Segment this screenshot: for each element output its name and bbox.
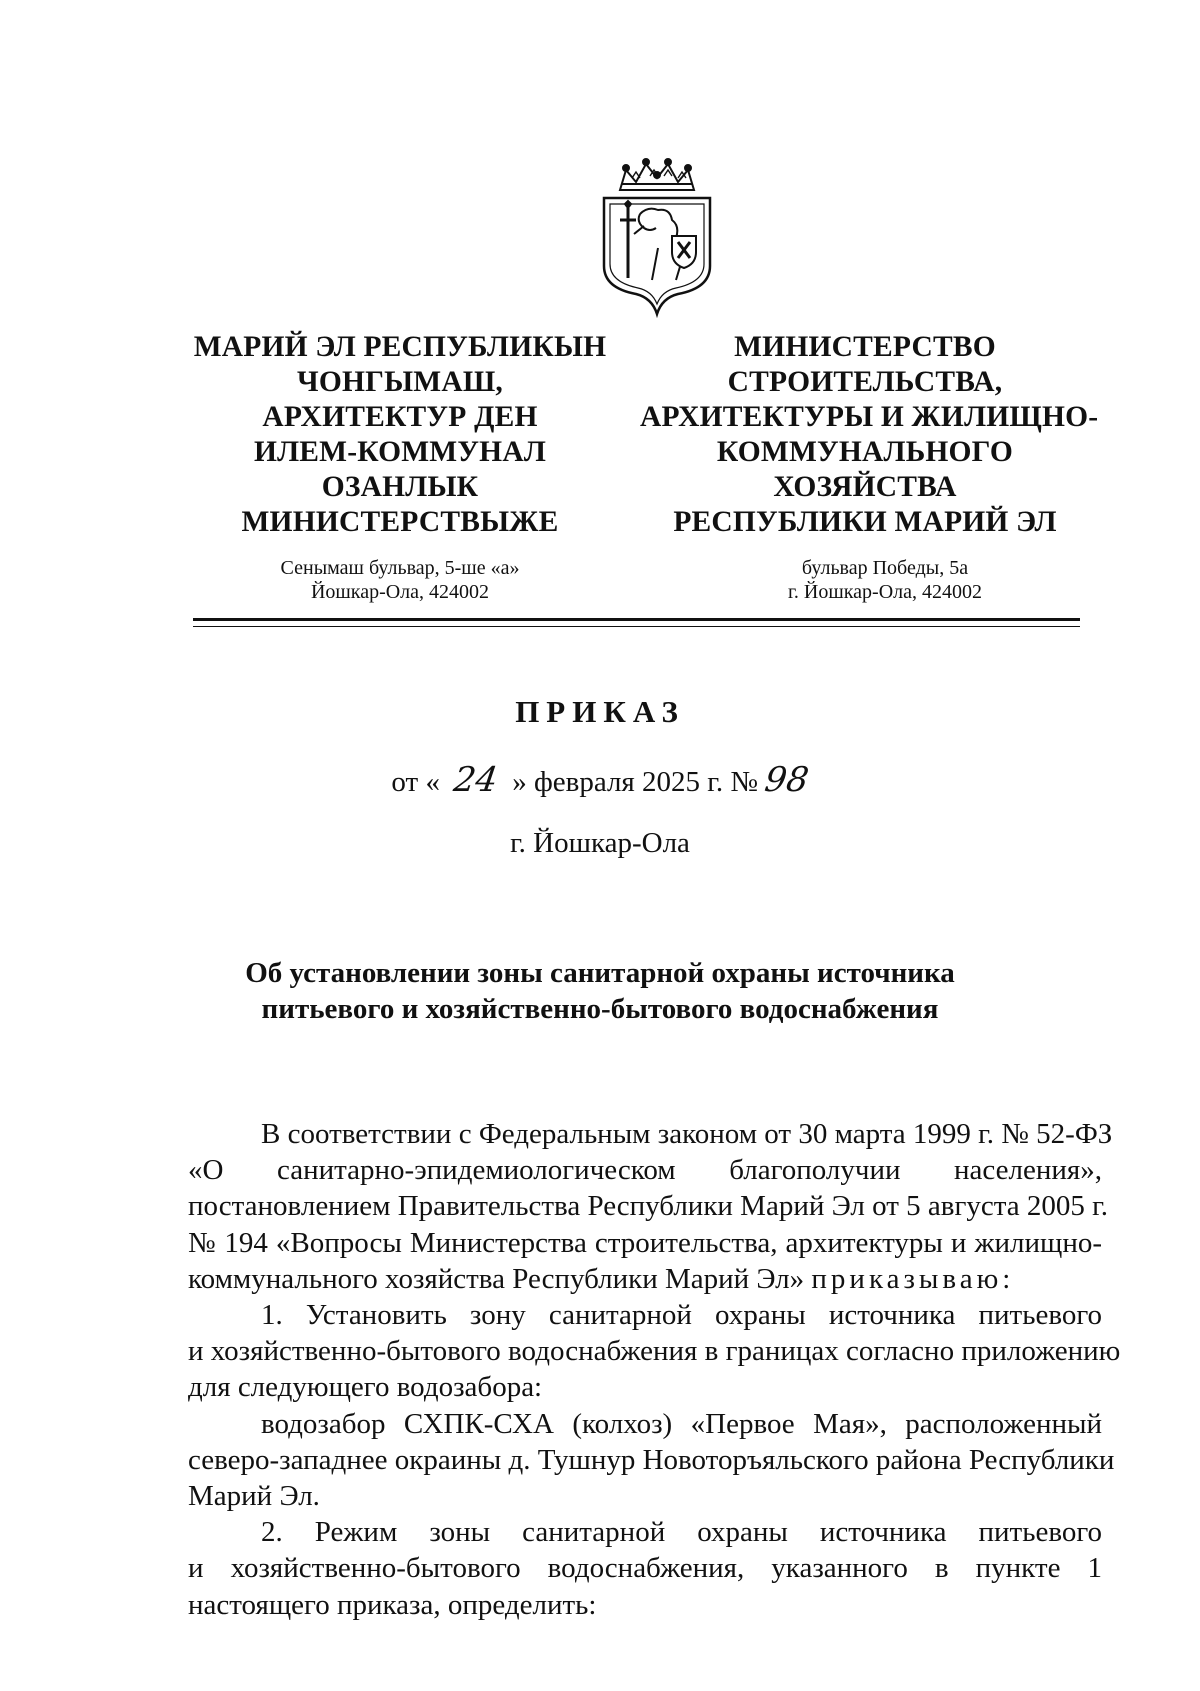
order-date-prefix: от « <box>391 766 440 798</box>
header-right-line: КОММУНАЛЬНОГО <box>716 436 1014 468</box>
body-line <box>188 1261 1102 1297</box>
body-line: 2. Режим зоны санитарной охраны источника питьевого <box>261 1516 1102 1549</box>
body-order-word-spaced: приказываю: <box>811 1262 1015 1295</box>
order-title: ПРИКАЗ <box>515 694 685 729</box>
header-right-line: АРХИТЕКТУРЫ И ЖИЛИЩНО- <box>640 401 1099 433</box>
body-line: северо-западнее окраины д. Тушнур Новоторъяльского района Республики <box>188 1443 1115 1476</box>
body-line: водозабор СХПК-СХА (колхоз) «Первое Мая», расположенный <box>261 1407 1102 1440</box>
coat-of-arms-emblem <box>598 148 716 318</box>
subject-line: Об установлении зоны санитарной охраны источника <box>245 957 955 989</box>
address-right-line: г. Йошкар-Ола, 424002 <box>787 581 983 603</box>
header-right-russian <box>640 330 1099 540</box>
header-left-line: ЧОНГЫМАШ, <box>297 366 503 398</box>
address-right-line: бульвар Победы, 5а <box>801 557 969 579</box>
header-divider-thick <box>193 618 1080 621</box>
body-line: В соответствии с Федеральным законом от 30 марта 1999 г. № 52-ФЗ <box>261 1118 1113 1150</box>
header-left-mari <box>180 330 620 540</box>
header-left-line: ИЛЕМ-КОММУНАЛ <box>253 436 547 468</box>
body-line: для следующего водозабора: <box>188 1371 543 1404</box>
body-line: постановлением Правительства Республики Марий Эл от 5 августа 2005 г. <box>188 1190 1108 1223</box>
order-city: г. Йошкар-Ола <box>510 827 690 859</box>
header-left-line: АРХИТЕКТУР ДЕН <box>262 401 538 433</box>
body-line: и хозяйственно-бытового водоснабжения в границах согласно приложению <box>188 1335 1121 1368</box>
header-right-line: ХОЗЯЙСТВА <box>773 471 957 503</box>
order-subject <box>0 955 1200 1027</box>
body-line: «О санитарно-эпидемиологическом благополучии населения», <box>188 1154 1102 1187</box>
body-line: и хозяйственно-бытового водоснабжения, указанного в пункте 1 <box>188 1552 1102 1585</box>
order-body <box>188 1116 1121 1623</box>
header-right-line: МИНИСТЕРСТВО <box>734 331 996 363</box>
body-line: № 194 «Вопросы Министерства строительства, архитектуры и жилищно- <box>188 1226 1102 1259</box>
subject-line: питьевого и хозяйственно-бытового водоснабжения <box>261 993 939 1025</box>
address-left-line: Йошкар-Ола, 424002 <box>310 581 490 603</box>
body-line-text: коммунального хозяйства Республики Марий Эл» <box>188 1262 812 1295</box>
header-right-line: СТРОИТЕЛЬСТВА, <box>727 366 1003 398</box>
order-number-handwritten: 98 <box>762 760 812 800</box>
header-left-line: МАРИЙ ЭЛ РЕСПУБЛИКЫН <box>193 331 607 363</box>
header-left-line: ОЗАНЛЫК <box>321 471 479 503</box>
body-line: 1. Установить зону санитарной охраны источника питьевого <box>261 1299 1102 1332</box>
address-right <box>740 556 1030 604</box>
address-left-line: Сенымаш бульвар, 5-ше «а» <box>280 557 520 579</box>
header-left-line: МИНИСТЕРСТВЫЖЕ <box>241 506 559 538</box>
address-left <box>230 556 570 604</box>
body-line: настоящего приказа, определить: <box>188 1588 597 1621</box>
header-right-line: РЕСПУБЛИКИ МАРИЙ ЭЛ <box>673 506 1057 538</box>
body-line: Марий Эл. <box>188 1480 320 1513</box>
header-divider-thin <box>193 626 1080 627</box>
order-day-handwritten: 24 <box>451 760 501 800</box>
order-date-line <box>0 760 1200 800</box>
order-date-middle: » февраля 2025 г. № <box>512 766 759 798</box>
